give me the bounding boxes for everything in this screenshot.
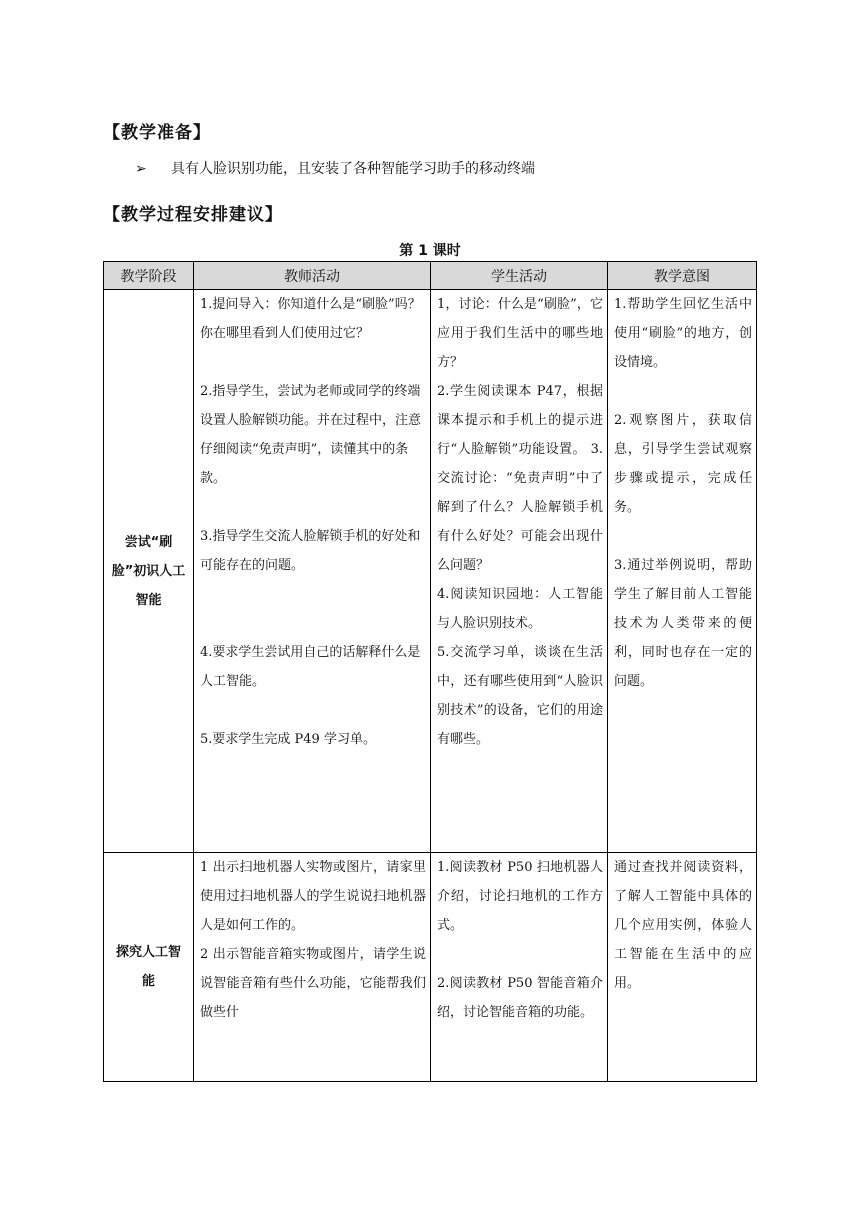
student-step: 1.阅读教材 P50 扫地机器人介绍，讨论扫地机的工作方式。 (437, 860, 603, 933)
preparation-item (135, 158, 535, 178)
intent-cell (608, 290, 757, 853)
intent-cell (608, 853, 757, 1082)
table-title: 第 1 课时 (399, 243, 461, 259)
teacher-step: 2 出示智能音箱实物或图片，请学生说说智能音箱有些什么功能，它能帮我们做些什 (200, 947, 426, 1020)
teacher-step: 4.要求学生尝试用自己的话解释什么是人工智能。 (200, 645, 421, 689)
student-step: 4.阅读知识园地：人工智能与人脸识别技术。 (437, 587, 603, 631)
lesson-table (103, 261, 757, 1082)
student-step: 1，讨论：什么是“刷脸”，它应用于我们生活中的哪些地方？ (437, 297, 603, 370)
stage-label: 尝试“刷脸”初识人工智能 (111, 534, 186, 608)
student-cell (431, 290, 608, 853)
stage-label: 探究人工智能 (115, 945, 181, 989)
teacher-cell (194, 290, 431, 853)
teacher-step: 5.要求学生完成 P49 学习单。 (200, 732, 376, 747)
stage-cell (104, 290, 194, 853)
student-cell (431, 853, 608, 1082)
intent-item: 2.观察图片，获取信息，引导学生尝试观察步骤或提示，完成任务。 (614, 413, 752, 515)
student-step: 5.交流学习单，谈谈在生活中，还有哪些使用到“人脸识别技术”的设备，它们的用途有哪些。 (437, 645, 603, 747)
teacher-cell (194, 853, 431, 1082)
column-header: 教学阶段 (104, 262, 194, 290)
student-step: 2.学生阅读课本 P47，根据课本提示和手机上的提示进行“人脸解锁”功能设置。 3.交流讨论：“免责声明”中了解到了什么？人脸解锁手机有什么好处？可能会出现什么问题？ (437, 384, 603, 573)
teacher-step: 3.指导学生交流人脸解锁手机的好处和可能存在的问题。 (200, 529, 421, 573)
stage-cell (104, 853, 194, 1082)
table-row (104, 853, 757, 1082)
preparation-item-text: 具有人脸识别功能，且安装了各种智能学习助手的移动终端 (171, 161, 535, 177)
teacher-step: 2.指导学生，尝试为老师或同学的终端设置人脸解锁功能。并在过程中，注意仔细阅读“免责声明”，读懂其中的条款。 (200, 384, 422, 486)
arrow-bullet-icon: ➢ (135, 161, 147, 177)
intent-item: 3.通过举例说明，帮助学生了解目前人工智能技术为人类带来的便利，同时也存在一定的问题。 (614, 558, 752, 689)
teacher-step: 1 出示扫地机器人实物或图片，请家里使用过扫地机器人的学生说说扫地机器人是如何工作的。 (200, 860, 426, 933)
teacher-step: 1.提问导入：你知道什么是“刷脸”吗？你在哪里看到人们使用过它？ (200, 297, 421, 341)
table-row (104, 290, 757, 853)
column-header: 教学意图 (608, 262, 757, 290)
column-header: 学生活动 (431, 262, 608, 290)
table-header-row (104, 262, 757, 290)
section-heading-preparation: 【教学准备】 (103, 123, 211, 143)
intent-item: 1.帮助学生回忆生活中使用“刷脸”的地方，创设情境。 (614, 297, 752, 370)
column-header: 教师活动 (194, 262, 431, 290)
section-heading-process: 【教学过程安排建议】 (103, 205, 283, 225)
intent-item: 通过查找并阅读资料，了解人工智能中具体的几个应用实例，体验人工智能在生活中的应用。 (614, 860, 752, 991)
student-step: 2.阅读教材 P50 智能音箱介绍，讨论智能音箱的功能。 (437, 976, 603, 1020)
